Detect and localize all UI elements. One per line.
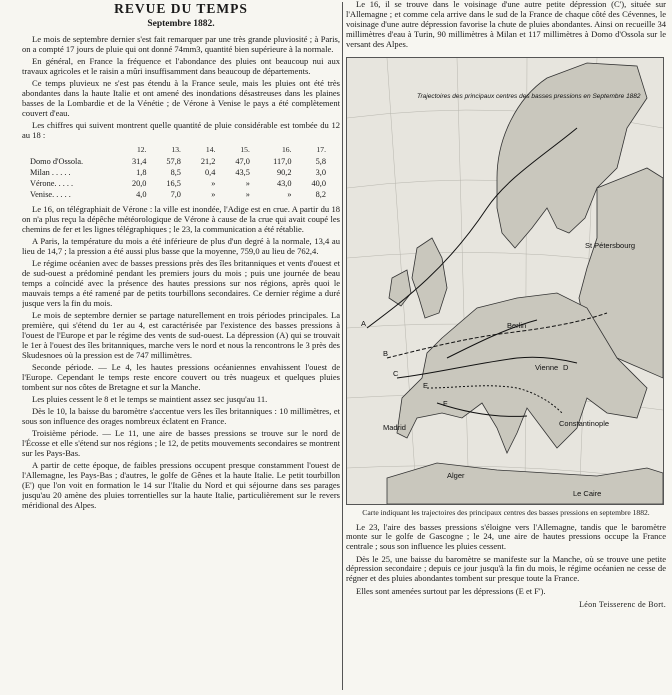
- city-label: Berlin: [507, 320, 527, 330]
- author-signature: Léon Teisserenc de Bort.: [579, 600, 666, 610]
- column-header: 14.: [205, 144, 216, 154]
- city-label: Alger: [447, 470, 465, 480]
- column-header: 16.: [282, 144, 292, 154]
- right-column: [346, 0, 666, 695]
- column-header: 17.: [316, 144, 326, 154]
- city-label: Constantinople: [559, 418, 610, 428]
- table-row: [30, 156, 330, 167]
- paragraph: Ce temps pluvieux ne s'est pas étendu à la France seule, mais les pluies ont été très abondantes dans la haute Italie et ont amené des inondations désastreuses dans les plaines basses de la Lombardie et de la Vénétie ; de Vérone à Venise le pays a été complètement couvert d'eau.: [22, 78, 340, 118]
- paragraph: Le 16, on télégraphiait de Vérone : la ville est inondée, l'Adige est en crue. A partir du 18 on n'a plus reçu la dépêche météorologique de Vérone à cause de la crue qui avait coupé les chemins de fer et les lignes télégraphiques ; le 23, la communication a été rétablie.: [22, 203, 340, 234]
- europe-map-illustration: [347, 58, 663, 504]
- city-label: St Pétersbourg: [585, 240, 636, 250]
- map-inset-title: Trajectoires des principaux centres des basses pressions en Septembre 1882: [417, 92, 641, 100]
- column-header: 15.: [240, 144, 250, 154]
- table-cell: 7,0: [170, 189, 181, 199]
- table-header-row: [30, 145, 330, 156]
- row-place: Domo d'Ossola.: [30, 156, 84, 166]
- column-header: 12.: [136, 144, 147, 154]
- track-letter: D: [563, 362, 569, 372]
- paragraph: Seconde période. — Le 4, les hautes pressions océaniennes envahissent l'ouest de l'Europe. Cependant le temps reste encore couvert ou très nuageux et quelques pluies tombent sur nos côtes de Bretagne et sur la Manche.: [22, 361, 340, 392]
- table-cell: 4,0: [136, 189, 147, 199]
- paragraph: Troisième période. — Le 11, une aire de basses pressions se trouve sur le nord de l'Écosse et elle s'étend sur nos régions ; le 12, de petits mouvements secondaires se montrent sur les Pays-Bas.: [22, 428, 340, 458]
- city-label: Madrid: [383, 422, 406, 432]
- paragraph: Le mois de septembre dernier se partage naturellement en trois périodes principales. La première, qui s'étend du 1er au 4, est caractérisée par l'existence des basses pressions à l'ouest de l'Europe et par le régime des vents de sud-ouest. La dépression (A) qui se trouvait le 1er à l'ouest des îles britanniques, marche vers le nord et nous la rencontrons le 3 près des Skudesnoes où la pression est de 747 millimètres.: [22, 309, 340, 360]
- left-column: [22, 0, 340, 695]
- trajectory-map: [346, 57, 664, 505]
- map-caption: Carte indiquant les trajectoires des principaux centres des basses pressions en septembre 1882.: [362, 507, 650, 517]
- table-cell: 5,8: [315, 156, 326, 166]
- table-cell: 20,0: [131, 178, 147, 188]
- track-letter: F: [443, 398, 448, 408]
- paragraph: En général, en France la fréquence et l'abondance des pluies ont beaucoup nui aux travaux agricoles et le raisin a mûri insuffisamment dans beaucoup de départements.: [22, 56, 340, 77]
- table-row: [30, 167, 330, 178]
- table-cell: 47,0: [235, 156, 250, 166]
- paragraph: Les chiffres qui suivent montrent quelle quantité de pluie considérable est tombée du 12 au 18 :: [22, 120, 340, 141]
- table-corner: [30, 145, 116, 156]
- article-title: REVUE DU TEMPS: [114, 1, 248, 16]
- column-divider: [342, 2, 343, 690]
- track-letter: C: [393, 368, 399, 378]
- paragraph: Le régime océanien avec de basses pressions près des îles britanniques et vents d'ouest et de sud-ouest a prédominé pendant les premiers jours du mois ; puis une journée de beau temps a coïncidé avec la présence des hautes pressions sur nos régions, après quoi le mauvais temps a été ramené par de petits tourbillons secondaires. Ce dernier régime a duré jusque vers la fin du mois.: [22, 258, 340, 308]
- paragraph: Les pluies cessent le 8 et le temps se maintient assez sec jusqu'au 11.: [32, 393, 268, 404]
- table-cell: 43,0: [276, 178, 292, 188]
- table-cell: 40,0: [311, 178, 326, 188]
- table-cell: »: [245, 178, 250, 188]
- track-letter: A: [361, 318, 367, 328]
- article-subtitle: Septembre 1882.: [147, 19, 215, 29]
- paragraph: Dès le 25, une baisse du baromètre se manifeste sur la Manche, où se trouve une petite dépression secondaire ; depuis ce jour jusqu'à la fin du mois, le régime océanien ne cesse de régner et des pluies abondantes tombent sur presque toute la France.: [346, 553, 666, 584]
- paragraph: Le 16, il se trouve dans le voisinage d'une autre petite dépression (C'), située sur l'Allemagne ; et comme cela arrive dans le sud de la France de chaque côté des Cévennes, le voisinage d'une autre dépression favorise la chute de pluies abondantes. Ainsi on recueille 34 millimètres d'eau à Turin, 90 millimètres à Milan et 117 millimètres à Domo d'Ossola sur le versant des Alpes.: [346, 0, 666, 49]
- paragraph: Elles sont amenées surtout par les dépressions (E et F').: [356, 585, 546, 596]
- table-cell: 57,8: [166, 156, 181, 166]
- table-cell: »: [287, 189, 292, 199]
- row-place: Milan . . . . .: [30, 167, 71, 177]
- column-header: 13.: [171, 144, 181, 154]
- paragraph: Le 23, l'aire des basses pressions s'éloigne vers l'Allemagne, tandis que le baromètre monte sur le golfe de Gascogne ; le 24, une aire de hautes pressions occupe la France centrale ; sous son influence les pluies cessent.: [346, 521, 666, 552]
- city-label: Le Caire: [573, 488, 602, 498]
- table-cell: 3,0: [315, 167, 326, 177]
- row-place: Venise. . . . .: [30, 189, 71, 199]
- paragraph: Dès le 10, la baisse du baromètre s'accentue vers les îles britanniques : 10 millimètres, et sous son influence des orages nombreux éclatent en France.: [22, 405, 340, 426]
- table-cell: 21,2: [200, 156, 216, 166]
- rainfall-table: [30, 145, 330, 200]
- row-place: Vérone. . . . .: [30, 178, 74, 188]
- table-cell: 90,2: [276, 167, 292, 177]
- table-cell: 31,4: [131, 156, 147, 166]
- table-cell: 8,5: [170, 167, 181, 177]
- paragraph: Le mois de septembre dernier s'est fait remarquer par une très grande pluviosité ; à Paris, on a compté 17 jours de pluie qui ont donné 74mm3, quantité bien supérieure à la normale.: [22, 34, 340, 54]
- table-cell: 117,0: [273, 156, 292, 166]
- track-letter: B: [383, 348, 389, 358]
- table-cell: 16,5: [166, 178, 181, 188]
- table-cell: »: [211, 178, 216, 188]
- paragraph: A partir de cette époque, de faibles pressions occupent presque constamment l'ouest de l'Allemagne, les Pays-Bas ; d'autres, le golfe de Gênes et la haute Italie. Le petit tourbillon (E') que l'on voit en formation le 14 sur l'Italie du Nord et qui séjourne dans ses parages jusqu'au 20 amène des pluies torrentielles sur la haute Italie, particulièrement sur le revers méridional des Alpes.: [22, 460, 340, 510]
- paragraph: A Paris, la température du mois a été inférieure de plus d'un degré à la normale, 13,4 au lieu de 14,7 ; la pression a été aussi plus basse que la moyenne, 759,0 au lieu de 762,4.: [22, 235, 340, 256]
- track-letter: E: [423, 380, 429, 390]
- table-cell: 43,5: [235, 167, 250, 177]
- table-cell: »: [211, 189, 216, 199]
- table-cell: 1,8: [136, 167, 147, 177]
- city-label: Vienne: [535, 362, 559, 372]
- table-row: [30, 178, 330, 189]
- table-cell: »: [245, 189, 250, 199]
- table-row: [30, 189, 330, 200]
- table-cell: 0,4: [205, 167, 216, 177]
- table-cell: 8,2: [315, 189, 326, 199]
